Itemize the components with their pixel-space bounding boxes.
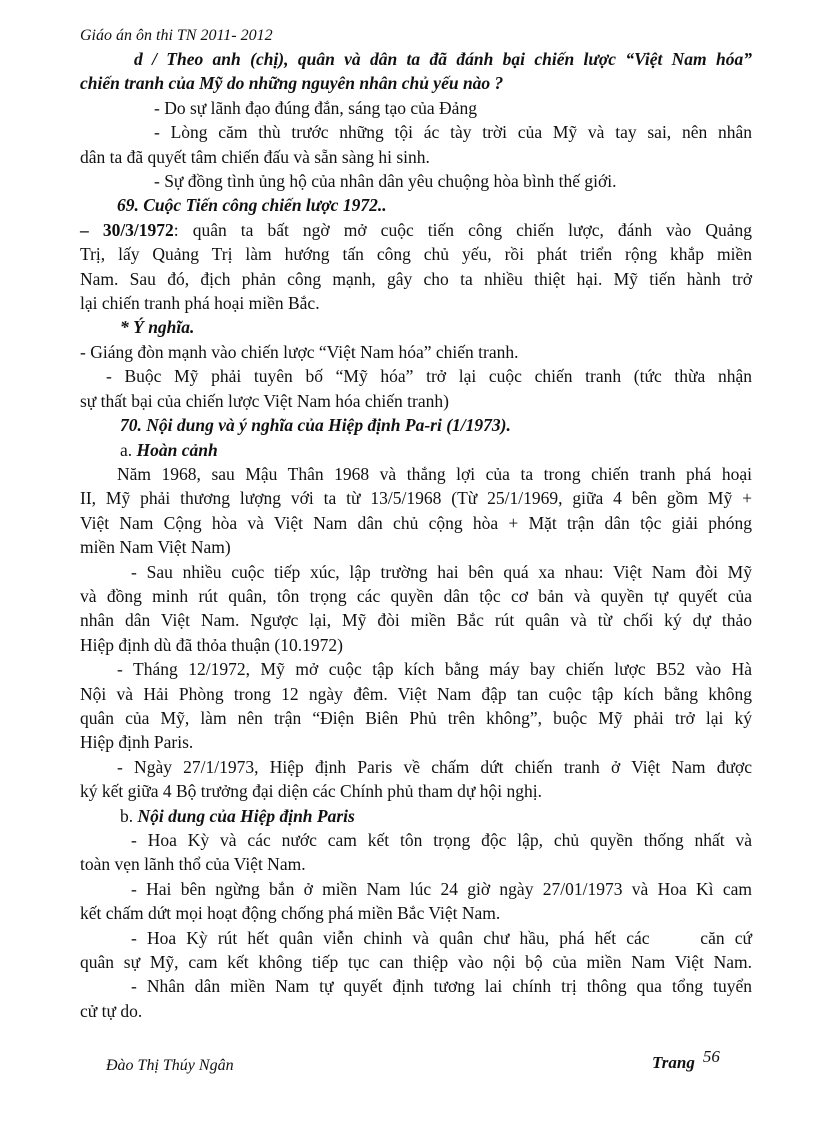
section-69-text: : quân ta bất ngờ mở cuộc tiến công chiến lược, đánh vào Quảng — [173, 219, 752, 240]
p4-line1: - Ngày 27/1/1973, Hiệp định Paris về chấm dứt chiến tranh ở Việt Nam được — [117, 756, 752, 777]
p1-line3: Việt Nam Cộng hòa và Việt Nam dân chủ cộng hòa + Mặt trận dân tộc giải phóng — [80, 512, 752, 533]
reason-1: - Do sự lãnh đạo đúng đắn, sáng tạo của Đảng — [154, 97, 477, 118]
b4-line1: - Nhân dân miền Nam tự quyết định tương lai chính trị thông qua tổng tuyển — [131, 976, 752, 997]
question-d-line2: chiến tranh của Mỹ do những nguyên nhân chủ yếu nào ? — [80, 73, 504, 94]
meaning-1: - Giáng đòn mạnh vào chiến lược “Việt Nam hóa” chiến tranh. — [80, 341, 519, 362]
meaning-2-line2: sự thất bại của chiến lược Việt Nam hóa chiến tranh) — [80, 390, 449, 411]
footer-author: Đào Thị Thúy Ngân — [106, 1057, 234, 1074]
meaning-2-line1: - Buộc Mỹ phải tuyên bố “Mỹ hóa” trở lại cuộc chiến tranh (tức thừa nhận — [106, 366, 752, 387]
page-label: Trang — [652, 1053, 695, 1072]
sub-a-title: Hoàn cảnh — [136, 439, 218, 460]
reason-2-line1: - Lòng căm thù trước những tội ác tày trời của Mỹ và tay sai, nên nhân — [154, 122, 752, 143]
p2-line2: và đồng minh rút quân, tôn trọng các quyền dân tộc cơ bản và quyền tự quyết của — [80, 585, 752, 606]
section-69-line1 — [80, 218, 752, 242]
section-69-line4: lại chiến tranh phá hoại miền Bắc. — [80, 293, 320, 314]
p1-line4: miền Nam Việt Nam) — [80, 537, 231, 558]
p3-line1: - Tháng 12/1972, Mỹ mở cuộc tập kích bằng máy bay chiến lược B52 vào Hà — [117, 659, 752, 680]
page-header: Giáo án ôn thi TN 2011- 2012 — [80, 27, 273, 44]
sub-b-prefix: b. — [120, 805, 138, 826]
sub-a-prefix: a. — [120, 439, 137, 460]
p4-line2: ký kết giữa 4 Bộ trưởng đại diện các Chính phủ tham dự hội nghị. — [80, 781, 543, 802]
p3-line2: Nội và Hải Phòng trong 12 ngày đêm. Việt Nam đập tan cuộc tập kích bằng không — [80, 683, 752, 704]
b1-line1: - Hoa Kỳ và các nước cam kết tôn trọng độc lập, chủ quyền thống nhất và — [131, 830, 752, 850]
reason-2-line2: dân ta đã quyết tâm chiến đấu và sẵn sàng hi sinh. — [80, 146, 430, 167]
section-69-title: 69. Cuộc Tiến công chiến lược 1972.. — [117, 195, 387, 216]
sub-a-heading — [80, 438, 752, 462]
question-d-line1: d / Theo anh (chị), quân và dân ta đã đánh bại chiến lược “Việt Nam hóa” — [134, 49, 752, 69]
b3-line1: - Hoa Kỳ rút hết quân viễn chinh và quân chư hầu, phá hết các căn cứ — [131, 927, 752, 948]
p3-line4: Hiệp định Paris. — [80, 732, 194, 753]
p2-line1: - Sau nhiều cuộc tiếp xúc, lập trường hai bên quá xa nhau: Việt Nam đòi Mỹ — [131, 561, 752, 582]
b3-line2: quân sự Mỹ, cam kết không tiếp tục can thiệp vào nội bộ của miền Nam Việt Nam. — [80, 952, 752, 973]
page-body — [80, 47, 752, 1023]
meaning-heading: * Ý nghĩa. — [120, 317, 195, 338]
sub-b-title: Nội dung của Hiệp định Paris — [137, 805, 355, 826]
b4-line2: cử tự do. — [80, 1000, 143, 1021]
p1-line2: II, Mỹ phải thương lượng với ta từ 13/5/1968 (Từ 25/1/1969, giữa 4 bên gồm Mỹ + — [80, 488, 752, 509]
section-69-line3: Nam. Sau đó, địch phản công mạnh, gây cho ta nhiều thiệt hại. Mỹ tiến hành trở — [80, 268, 752, 289]
page-number: 56 — [702, 1047, 720, 1066]
b2-line1: - Hai bên ngừng bắn ở miền Nam lúc 24 giờ ngày 27/01/1973 và Hoa Kì cam — [131, 878, 752, 899]
section-70-title: 70. Nội dung và ý nghĩa của Hiệp định Pa-ri (1/1973). — [120, 415, 511, 436]
footer-page — [652, 1047, 720, 1075]
b1-line2: toàn vẹn lãnh thổ của Việt Nam. — [80, 854, 306, 875]
sub-b-heading — [80, 804, 752, 828]
b2-line2: kết chấm dứt mọi hoạt động chống phá miền Bắc Việt Nam. — [80, 903, 501, 924]
section-69-date: – 30/3/1972 — [80, 219, 174, 240]
p2-line4: Hiệp định dù đã thỏa thuận (10.1972) — [80, 634, 343, 655]
section-69-line2: Trị, lấy Quảng Trị làm hướng tấn công chủ yếu, rồi phát triển rộng khắp miền — [80, 244, 752, 265]
p3-line3: quân của Mỹ, làm nên trận “Điện Biên Phủ trên không”, buộc Mỹ phải trở lại ký — [80, 707, 752, 728]
reason-3: - Sự đồng tình ủng hộ của nhân dân yêu chuộng hòa bình thế giới. — [154, 171, 617, 192]
p2-line3: nhân dân Việt Nam. Ngược lại, Mỹ đòi miền Bắc rút quân và từ chối ký dự thảo — [80, 610, 752, 631]
p1-line1: Năm 1968, sau Mậu Thân 1968 và thắng lợi của ta trong chiến tranh phá hoại — [117, 463, 752, 484]
